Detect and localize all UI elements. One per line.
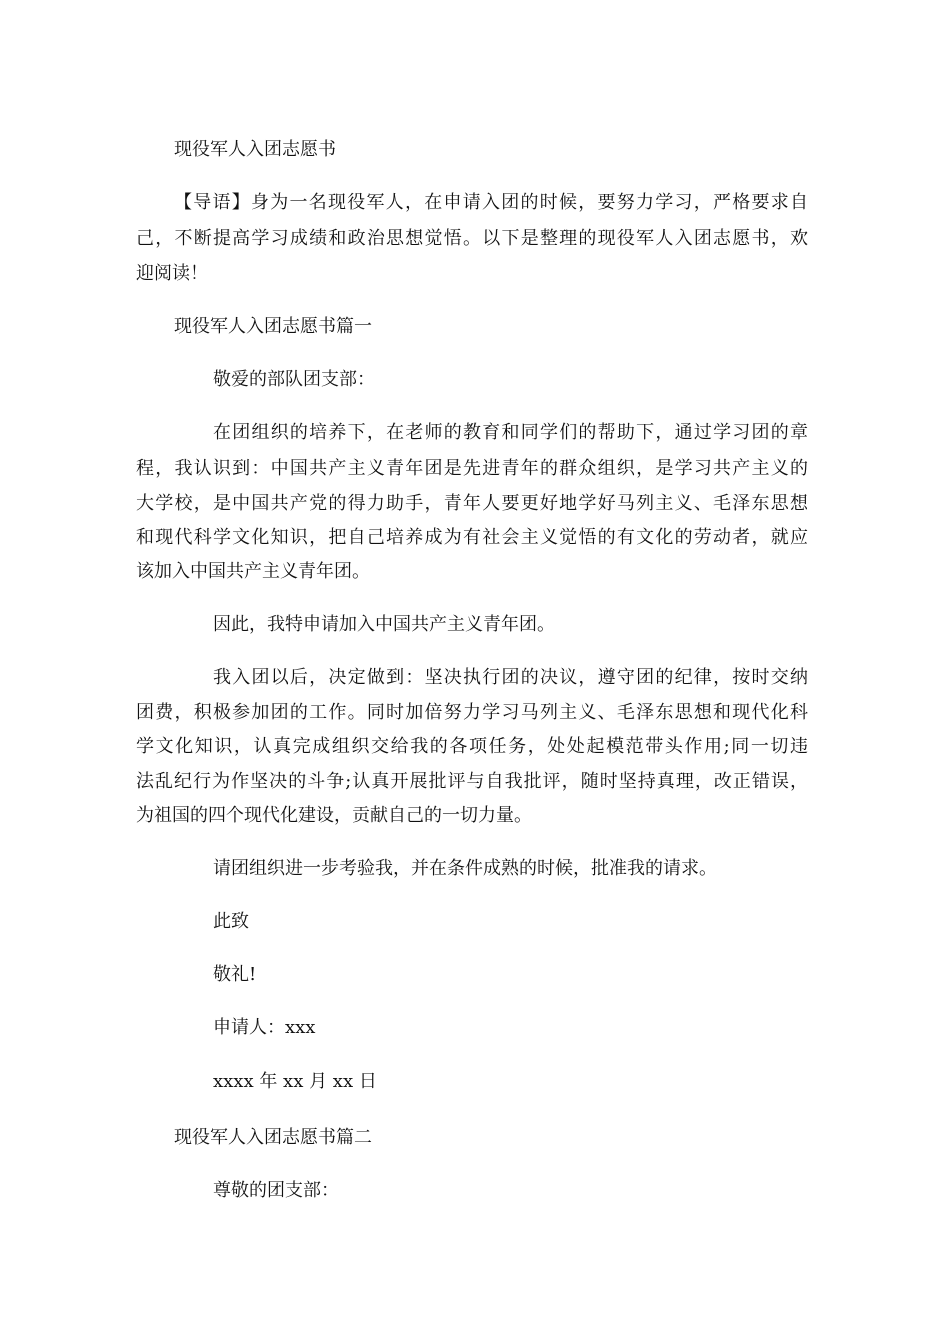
para3-line-5: 为祖国的四个现代化建设，贡献自己的一切力量。 bbox=[136, 805, 532, 826]
para1-line-2: 程，我认识到：中国共产主义青年团是先进青年的群众组织，是学习共产主义的 bbox=[136, 458, 808, 479]
para1-line-1: 在团组织的培养下，在老师的教育和同学们的帮助下，通过学习团的章 bbox=[213, 422, 808, 443]
section1-heading: 现役军人入团志愿书篇一 bbox=[174, 316, 372, 337]
document-title: 现役军人入团志愿书 bbox=[174, 139, 336, 160]
para1-line-5: 该加入中国共产主义青年团。 bbox=[136, 561, 370, 582]
para3-line-1: 我入团以后，决定做到：坚决执行团的决议，遵守团的纪律，按时交纳 bbox=[213, 667, 808, 688]
para3-line-2: 团费，积极参加团的工作。同时加倍努力学习马列主义、毛泽东思想和现代化科 bbox=[136, 702, 808, 723]
para3-line-3: 学文化知识，认真完成组织交给我的各项任务，处处起模范带头作用;同一切违 bbox=[136, 736, 808, 757]
para2: 因此，我特申请加入中国共产主义青年团。 bbox=[213, 614, 555, 635]
intro-line-2: 己，不断提高学习成绩和政治思想觉悟。以下是整理的现役军人入团志愿书，欢 bbox=[136, 228, 808, 249]
section2-heading: 现役军人入团志愿书篇二 bbox=[174, 1127, 372, 1148]
para1-line-3: 大学校，是中国共产党的得力助手，青年人要更好地学好马列主义、毛泽东思想 bbox=[136, 493, 808, 514]
closing-jingli: 敬礼! bbox=[213, 964, 257, 985]
closing-cizhi: 此致 bbox=[213, 911, 249, 932]
signature: 申请人：xxx bbox=[213, 1017, 316, 1038]
para3-line-4: 法乱纪行为作坚决的斗争;认真开展批评与自我批评，随时坚持真理，改正错误， bbox=[136, 771, 808, 792]
para4: 请团组织进一步考验我，并在条件成熟的时候，批准我的请求。 bbox=[213, 858, 717, 879]
para1-line-4: 和现代科学文化知识，把自己培养成为有社会主义觉悟的有文化的劳动者，就应 bbox=[136, 527, 808, 548]
date: xxxx 年 xx 月 xx 日 bbox=[213, 1071, 377, 1092]
intro-line-3: 迎阅读！ bbox=[136, 263, 208, 284]
section1-salutation: 敬爱的部队团支部： bbox=[213, 369, 375, 390]
intro-line-1: 【导语】身为一名现役军人，在申请入团的时候，要努力学习，严格要求自 bbox=[174, 192, 808, 213]
section2-salutation: 尊敬的团支部： bbox=[213, 1180, 339, 1201]
